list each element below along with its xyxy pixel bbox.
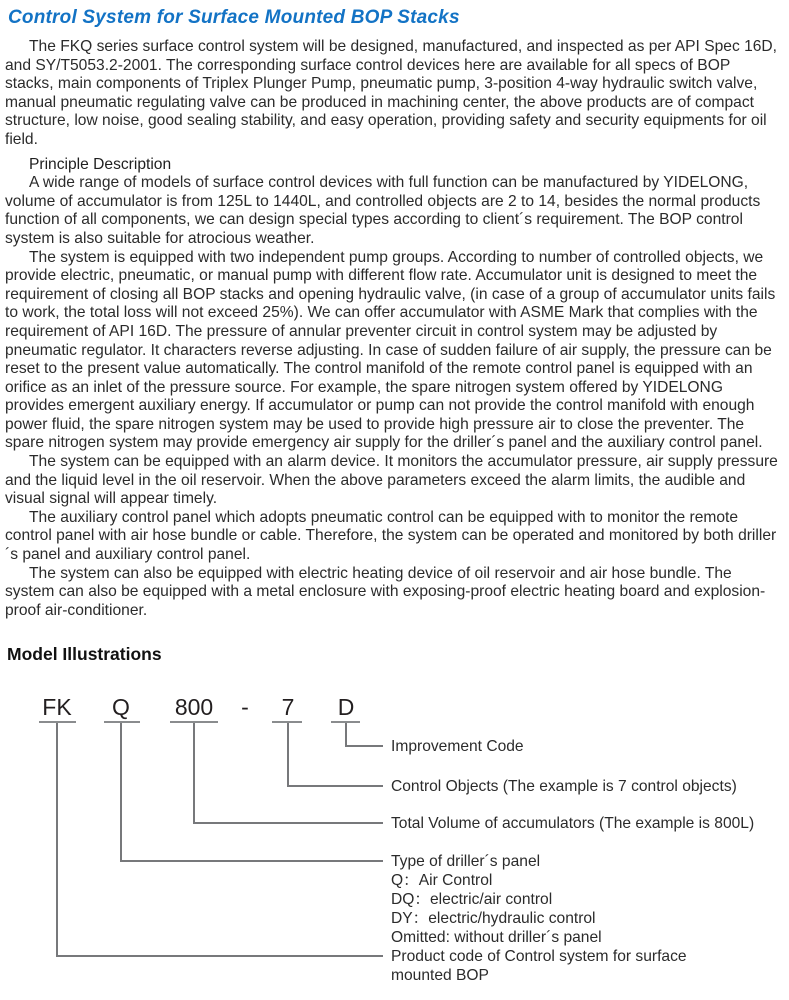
connector-line-q-horizontal	[120, 860, 383, 862]
panel-option-dq: DQ：electric/air control	[391, 891, 553, 908]
principle-description-heading: Principle Description	[29, 155, 172, 173]
code-part-fk: FK	[42, 694, 72, 720]
principle-paragraph-2: The system is equipped with two independent pump groups. According to number of controlled objects, we provide electric, pneumatic, or manual pump with different flow rate. Accumulator unit is designed to meet the requirement of closing all BOP stacks and opening hydraulic valve, (in case of a group of accumulator units fails to work, the total loss will not exceed 25%). We can offer accumulator with ASME Mark that complies with the requirement of API 16D. The pressure of annular preventer circuit in control system may be adjusted by pneumatic regulator. It characters reverse adjusting. In case of sudden failure of air supply, the pressure can be reset to the present value automatically. The control manifold of the remote control panel is equipped with an orifice as an inlet of the pressure source. For example, the spare nitrogen system offered by YIDELONG provides emergent auxiliary energy. If accumulator or pump can not provide the control manifold with enough power fluid, the spare nitrogen system may be used to provide high pressure air to close the preventer. The spare nitrogen system may provide emergency air supply for the driller´s panel and the auxiliary control panel.	[5, 248, 776, 452]
label-total-volume: Total Volume of accumulators (The example is 800L)	[391, 815, 755, 832]
label-driller-panel-type-title: Type of driller´s panel	[391, 853, 541, 870]
intro-paragraph: The FKQ series surface control system will be designed, manufactured, and inspected as per API Spec 16D, and SY/T5053.2-2001. The corresponding surface control devices here are available for all specs of BOP stacks, main components of Triplex Plunger Pump, pneumatic pump, 3-position 4-way hydraulic switch valve, manual pneumatic regulating valve can be produced in machining center, the above products are of compact structure, low noise, good sealing stability, and easy operation, providing safety and security equipments for oil field.	[5, 38, 778, 148]
connector-line-800-horizontal	[193, 822, 383, 824]
code-part-d: D	[337, 694, 355, 720]
connector-line-d-horizontal	[345, 745, 383, 747]
page-title: Control System for Surface Mounted BOP Stacks	[8, 7, 460, 28]
connector-line-q	[120, 723, 122, 862]
connector-line-800	[193, 723, 195, 824]
connector-line-fk	[56, 723, 58, 957]
model-code-diagram	[0, 690, 789, 1000]
label-driller-panel-type	[391, 852, 602, 947]
principle-paragraph-3: The system can be equipped with an alarm device. It monitors the accumulator pressure, air supply pressure and the liquid level in the oil reservoir. When the above parameters exceed the alarm limits, the audible and visual signal will appear timely.	[5, 453, 778, 508]
label-product-code: Product code of Control system for surface mounted BOP	[391, 948, 687, 984]
connector-line-d	[345, 723, 347, 747]
principle-paragraph-4: The auxiliary control panel which adopts pneumatic control can be equipped with to monitor the remote control panel with air hose bundle or cable. Therefore, the system can be operated and monitored by both driller´s panel and auxiliary control panel.	[5, 508, 777, 564]
panel-option-dy: DY：electric/hydraulic control	[391, 910, 596, 927]
label-control-objects: Control Objects (The example is 7 control objects)	[391, 778, 737, 795]
panel-option-omitted: Omitted: without driller´s panel	[391, 929, 602, 946]
code-part-800: 800	[174, 694, 214, 720]
code-part-q: Q	[112, 694, 130, 720]
connector-line-7-horizontal	[287, 785, 383, 787]
label-improvement-code: Improvement Code	[391, 738, 524, 755]
code-part-7: 7	[281, 694, 295, 720]
code-underline-q	[104, 721, 140, 723]
panel-option-q: Q：Air Control	[391, 872, 493, 889]
principle-paragraph-1: A wide range of models of surface control devices with full function can be manufactured by YIDELONG, volume of accumulator is from 125L to 1440L, and controlled objects are 2 to 14, besides the normal products function of all components, we can design special types according to client´s requirement. The BOP control system is also suitable for atrocious weather.	[5, 174, 761, 247]
code-part-dash: -	[241, 694, 249, 720]
connector-line-fk-horizontal	[56, 955, 383, 957]
principle-paragraph-5: The system can also be equipped with electric heating device of oil reservoir and air hose bundle. The system can also be equipped with a metal enclosure with exposing-proof electric heating board and explosion-proof air-conditioner.	[5, 564, 766, 619]
connector-line-7	[287, 723, 289, 787]
model-illustrations-heading: Model Illustrations	[7, 644, 162, 665]
